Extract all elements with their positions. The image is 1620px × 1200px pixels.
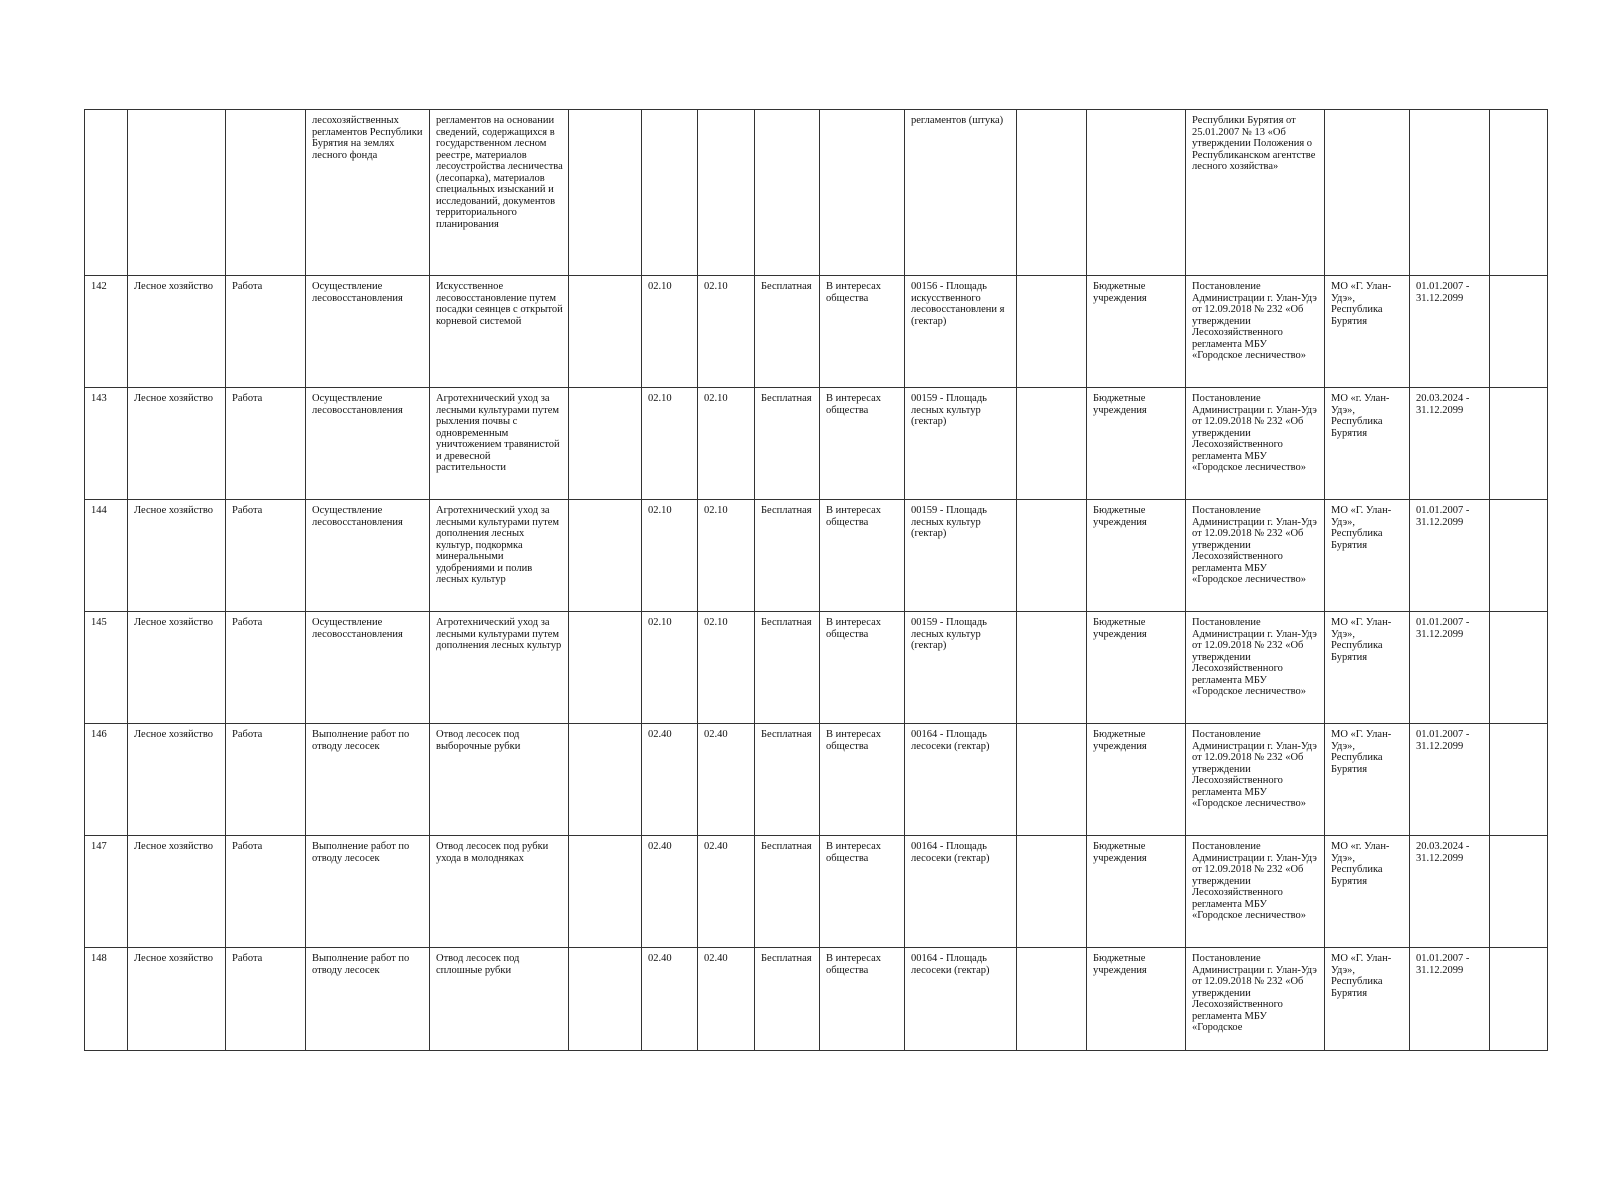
cell-basis: Постановление Администрации г. Улан-Удэ от 12.09.2018 № 232 «Об утверждении Лесохозяйственного регламента МБУ «Городское лесничество» bbox=[1186, 276, 1325, 388]
cell-blank bbox=[1017, 836, 1087, 948]
cell-activity: Выполнение работ по отводу лесосек bbox=[306, 948, 430, 1051]
cell-code: 02.10 bbox=[642, 388, 698, 500]
cell-basis: Республики Бурятия от 25.01.2007 № 13 «Об утверждении Положения о Республиканском агентстве лесного хозяйства» bbox=[1186, 110, 1325, 276]
cell-basis: Постановление Администрации г. Улан-Удэ от 12.09.2018 № 232 «Об утверждении Лесохозяйственного регламента МБУ «Городское лесничество» bbox=[1186, 724, 1325, 836]
cell-interest: В интересах общества bbox=[820, 388, 905, 500]
cell-blank bbox=[1017, 110, 1087, 276]
cell-number: 148 bbox=[85, 948, 128, 1051]
cell-consumers: Бюджетные учреждения bbox=[1087, 948, 1186, 1051]
cell-number: 142 bbox=[85, 276, 128, 388]
cell-content: Отвод лесосек под сплошные рубки bbox=[430, 948, 569, 1051]
cell-indicator: 00164 - Площадь лесосеки (гектар) bbox=[905, 836, 1017, 948]
cell-interest bbox=[820, 110, 905, 276]
cell-blank bbox=[1017, 388, 1087, 500]
cell-blank bbox=[1490, 724, 1548, 836]
cell-blank bbox=[1490, 612, 1548, 724]
cell-code bbox=[642, 110, 698, 276]
cell-territory bbox=[1325, 110, 1410, 276]
cell-type: Работа bbox=[226, 388, 306, 500]
cell-territory: МО «Г. Улан-Удэ», Республика Бурятия bbox=[1325, 276, 1410, 388]
cell-sector: Лесное хозяйство bbox=[128, 612, 226, 724]
cell-consumers: Бюджетные учреждения bbox=[1087, 724, 1186, 836]
table-row bbox=[85, 388, 1548, 500]
cell-interest: В интересах общества bbox=[820, 724, 905, 836]
cell-blank bbox=[569, 500, 642, 612]
cell-type: Работа bbox=[226, 500, 306, 612]
cell-payment: Бесплатная bbox=[755, 612, 820, 724]
cell-blank bbox=[569, 388, 642, 500]
cell-content: Искусственное лесовосстановление путем посадки сеянцев с открытой корневой системой bbox=[430, 276, 569, 388]
cell-activity: лесохозяйственных регламентов Республики Бурятия на землях лесного фонда bbox=[306, 110, 430, 276]
cell-blank bbox=[1017, 500, 1087, 612]
cell-territory: МО «Г. Улан-Удэ», Республика Бурятия bbox=[1325, 500, 1410, 612]
cell-blank bbox=[569, 948, 642, 1051]
cell-code: 02.10 bbox=[642, 500, 698, 612]
cell-content: Отвод лесосек под выборочные рубки bbox=[430, 724, 569, 836]
table-row bbox=[85, 724, 1548, 836]
cell-content: Агротехнический уход за лесными культурами путем дополнения лесных культур bbox=[430, 612, 569, 724]
cell-territory: МО «г. Улан-Удэ», Республика Бурятия bbox=[1325, 836, 1410, 948]
table-row bbox=[85, 612, 1548, 724]
cell-consumers: Бюджетные учреждения bbox=[1087, 612, 1186, 724]
cell-code: 02.10 bbox=[642, 276, 698, 388]
cell-payment: Бесплатная bbox=[755, 276, 820, 388]
cell-consumers: Бюджетные учреждения bbox=[1087, 276, 1186, 388]
cell-basis: Постановление Администрации г. Улан-Удэ от 12.09.2018 № 232 «Об утверждении Лесохозяйственного регламента МБУ «Городское лесничество» bbox=[1186, 500, 1325, 612]
cell-payment: Бесплатная bbox=[755, 724, 820, 836]
cell-indicator: 00159 - Площадь лесных культур (гектар) bbox=[905, 388, 1017, 500]
cell-period: 01.01.2007 - 31.12.2099 bbox=[1410, 948, 1490, 1051]
cell-period: 20.03.2024 - 31.12.2099 bbox=[1410, 836, 1490, 948]
cell-interest: В интересах общества bbox=[820, 948, 905, 1051]
cell-basis: Постановление Администрации г. Улан-Удэ от 12.09.2018 № 232 «Об утверждении Лесохозяйственного регламента МБУ «Городское лесничество» bbox=[1186, 388, 1325, 500]
cell-type: Работа bbox=[226, 724, 306, 836]
cell-interest: В интересах общества bbox=[820, 276, 905, 388]
cell-payment: Бесплатная bbox=[755, 836, 820, 948]
cell-basis: Постановление Администрации г. Улан-Удэ от 12.09.2018 № 232 «Об утверждении Лесохозяйственного регламента МБУ «Городское bbox=[1186, 948, 1325, 1051]
cell-activity: Осуществление лесовосстановления bbox=[306, 276, 430, 388]
cell-activity: Осуществление лесовосстановления bbox=[306, 500, 430, 612]
cell-interest: В интересах общества bbox=[820, 836, 905, 948]
cell-content: Агротехнический уход за лесными культурами путем рыхления почвы с одновременным уничтожением травянистой и древесной растительности bbox=[430, 388, 569, 500]
cell-sector: Лесное хозяйство bbox=[128, 724, 226, 836]
cell-sector: Лесное хозяйство bbox=[128, 500, 226, 612]
cell-territory: МО «Г. Улан-Удэ», Республика Бурятия bbox=[1325, 724, 1410, 836]
cell-code bbox=[698, 110, 755, 276]
cell-sector bbox=[128, 110, 226, 276]
cell-payment: Бесплатная bbox=[755, 388, 820, 500]
cell-period: 01.01.2007 - 31.12.2099 bbox=[1410, 276, 1490, 388]
cell-type: Работа bbox=[226, 276, 306, 388]
cell-territory: МО «г. Улан-Удэ», Республика Бурятия bbox=[1325, 388, 1410, 500]
cell-blank bbox=[1017, 612, 1087, 724]
cell-period: 01.01.2007 - 31.12.2099 bbox=[1410, 500, 1490, 612]
table-row-continuation bbox=[85, 110, 1548, 276]
cell-code: 02.40 bbox=[698, 724, 755, 836]
cell-sector: Лесное хозяйство bbox=[128, 948, 226, 1051]
cell-sector: Лесное хозяйство bbox=[128, 276, 226, 388]
cell-period: 01.01.2007 - 31.12.2099 bbox=[1410, 612, 1490, 724]
cell-indicator: 00164 - Площадь лесосеки (гектар) bbox=[905, 724, 1017, 836]
cell-period bbox=[1410, 110, 1490, 276]
cell-blank bbox=[1490, 276, 1548, 388]
cell-blank bbox=[569, 276, 642, 388]
cell-content: регламентов на основании сведений, содержащихся в государственном лесном реестре, материалов лесоустройства лесничества (лесопарка), материалов специальных изысканий и исследований, документов территориального планирования bbox=[430, 110, 569, 276]
cell-code: 02.40 bbox=[642, 948, 698, 1051]
table-row bbox=[85, 836, 1548, 948]
cell-basis: Постановление Администрации г. Улан-Удэ от 12.09.2018 № 232 «Об утверждении Лесохозяйственного регламента МБУ «Городское лесничество» bbox=[1186, 612, 1325, 724]
cell-number: 144 bbox=[85, 500, 128, 612]
cell-indicator: регламентов (штука) bbox=[905, 110, 1017, 276]
cell-period: 01.01.2007 - 31.12.2099 bbox=[1410, 724, 1490, 836]
cell-basis: Постановление Администрации г. Улан-Удэ от 12.09.2018 № 232 «Об утверждении Лесохозяйственного регламента МБУ «Городское лесничество» bbox=[1186, 836, 1325, 948]
cell-number: 145 bbox=[85, 612, 128, 724]
cell-code: 02.10 bbox=[642, 612, 698, 724]
cell-blank bbox=[1490, 110, 1548, 276]
cell-code: 02.40 bbox=[642, 724, 698, 836]
cell-consumers: Бюджетные учреждения bbox=[1087, 500, 1186, 612]
cell-activity: Выполнение работ по отводу лесосек bbox=[306, 724, 430, 836]
cell-type bbox=[226, 110, 306, 276]
cell-content: Агротехнический уход за лесными культурами путем дополнения лесных культур, подкормка минеральными удобрениями и полив лесных культур bbox=[430, 500, 569, 612]
cell-blank bbox=[1490, 836, 1548, 948]
cell-type: Работа bbox=[226, 836, 306, 948]
cell-code: 02.40 bbox=[698, 948, 755, 1051]
cell-sector: Лесное хозяйство bbox=[128, 836, 226, 948]
cell-type: Работа bbox=[226, 612, 306, 724]
cell-code: 02.10 bbox=[698, 612, 755, 724]
cell-blank bbox=[569, 724, 642, 836]
cell-consumers: Бюджетные учреждения bbox=[1087, 836, 1186, 948]
cell-blank bbox=[1490, 388, 1548, 500]
cell-number: 147 bbox=[85, 836, 128, 948]
cell-blank bbox=[1490, 948, 1548, 1051]
cell-blank bbox=[569, 836, 642, 948]
cell-territory: МО «Г. Улан-Удэ», Республика Бурятия bbox=[1325, 948, 1410, 1051]
cell-type: Работа bbox=[226, 948, 306, 1051]
cell-blank bbox=[1017, 724, 1087, 836]
cell-activity: Осуществление лесовосстановления bbox=[306, 388, 430, 500]
cell-indicator: 00156 - Площадь искусственного лесовосстановлени я (гектар) bbox=[905, 276, 1017, 388]
cell-territory: МО «Г. Улан-Удэ», Республика Бурятия bbox=[1325, 612, 1410, 724]
cell-activity: Осуществление лесовосстановления bbox=[306, 612, 430, 724]
cell-code: 02.10 bbox=[698, 388, 755, 500]
table-row bbox=[85, 500, 1548, 612]
cell-blank bbox=[1490, 500, 1548, 612]
cell-interest: В интересах общества bbox=[820, 500, 905, 612]
cell-code: 02.40 bbox=[642, 836, 698, 948]
table-row bbox=[85, 276, 1548, 388]
cell-interest: В интересах общества bbox=[820, 612, 905, 724]
cell-code: 02.10 bbox=[698, 276, 755, 388]
cell-period: 20.03.2024 - 31.12.2099 bbox=[1410, 388, 1490, 500]
cell-blank bbox=[1017, 276, 1087, 388]
cell-payment: Бесплатная bbox=[755, 500, 820, 612]
cell-payment: Бесплатная bbox=[755, 948, 820, 1051]
registry-table bbox=[84, 109, 1548, 1051]
cell-indicator: 00159 - Площадь лесных культур (гектар) bbox=[905, 612, 1017, 724]
cell-indicator: 00159 - Площадь лесных культур (гектар) bbox=[905, 500, 1017, 612]
cell-payment bbox=[755, 110, 820, 276]
cell-number: 143 bbox=[85, 388, 128, 500]
cell-indicator: 00164 - Площадь лесосеки (гектар) bbox=[905, 948, 1017, 1051]
cell-content: Отвод лесосек под рубки ухода в молодняках bbox=[430, 836, 569, 948]
cell-code: 02.10 bbox=[698, 500, 755, 612]
document-page bbox=[84, 109, 1547, 1051]
table-row bbox=[85, 948, 1548, 1051]
cell-blank bbox=[569, 612, 642, 724]
cell-number bbox=[85, 110, 128, 276]
cell-consumers bbox=[1087, 110, 1186, 276]
cell-consumers: Бюджетные учреждения bbox=[1087, 388, 1186, 500]
cell-blank bbox=[569, 110, 642, 276]
cell-blank bbox=[1017, 948, 1087, 1051]
cell-number: 146 bbox=[85, 724, 128, 836]
cell-code: 02.40 bbox=[698, 836, 755, 948]
cell-activity: Выполнение работ по отводу лесосек bbox=[306, 836, 430, 948]
cell-sector: Лесное хозяйство bbox=[128, 388, 226, 500]
